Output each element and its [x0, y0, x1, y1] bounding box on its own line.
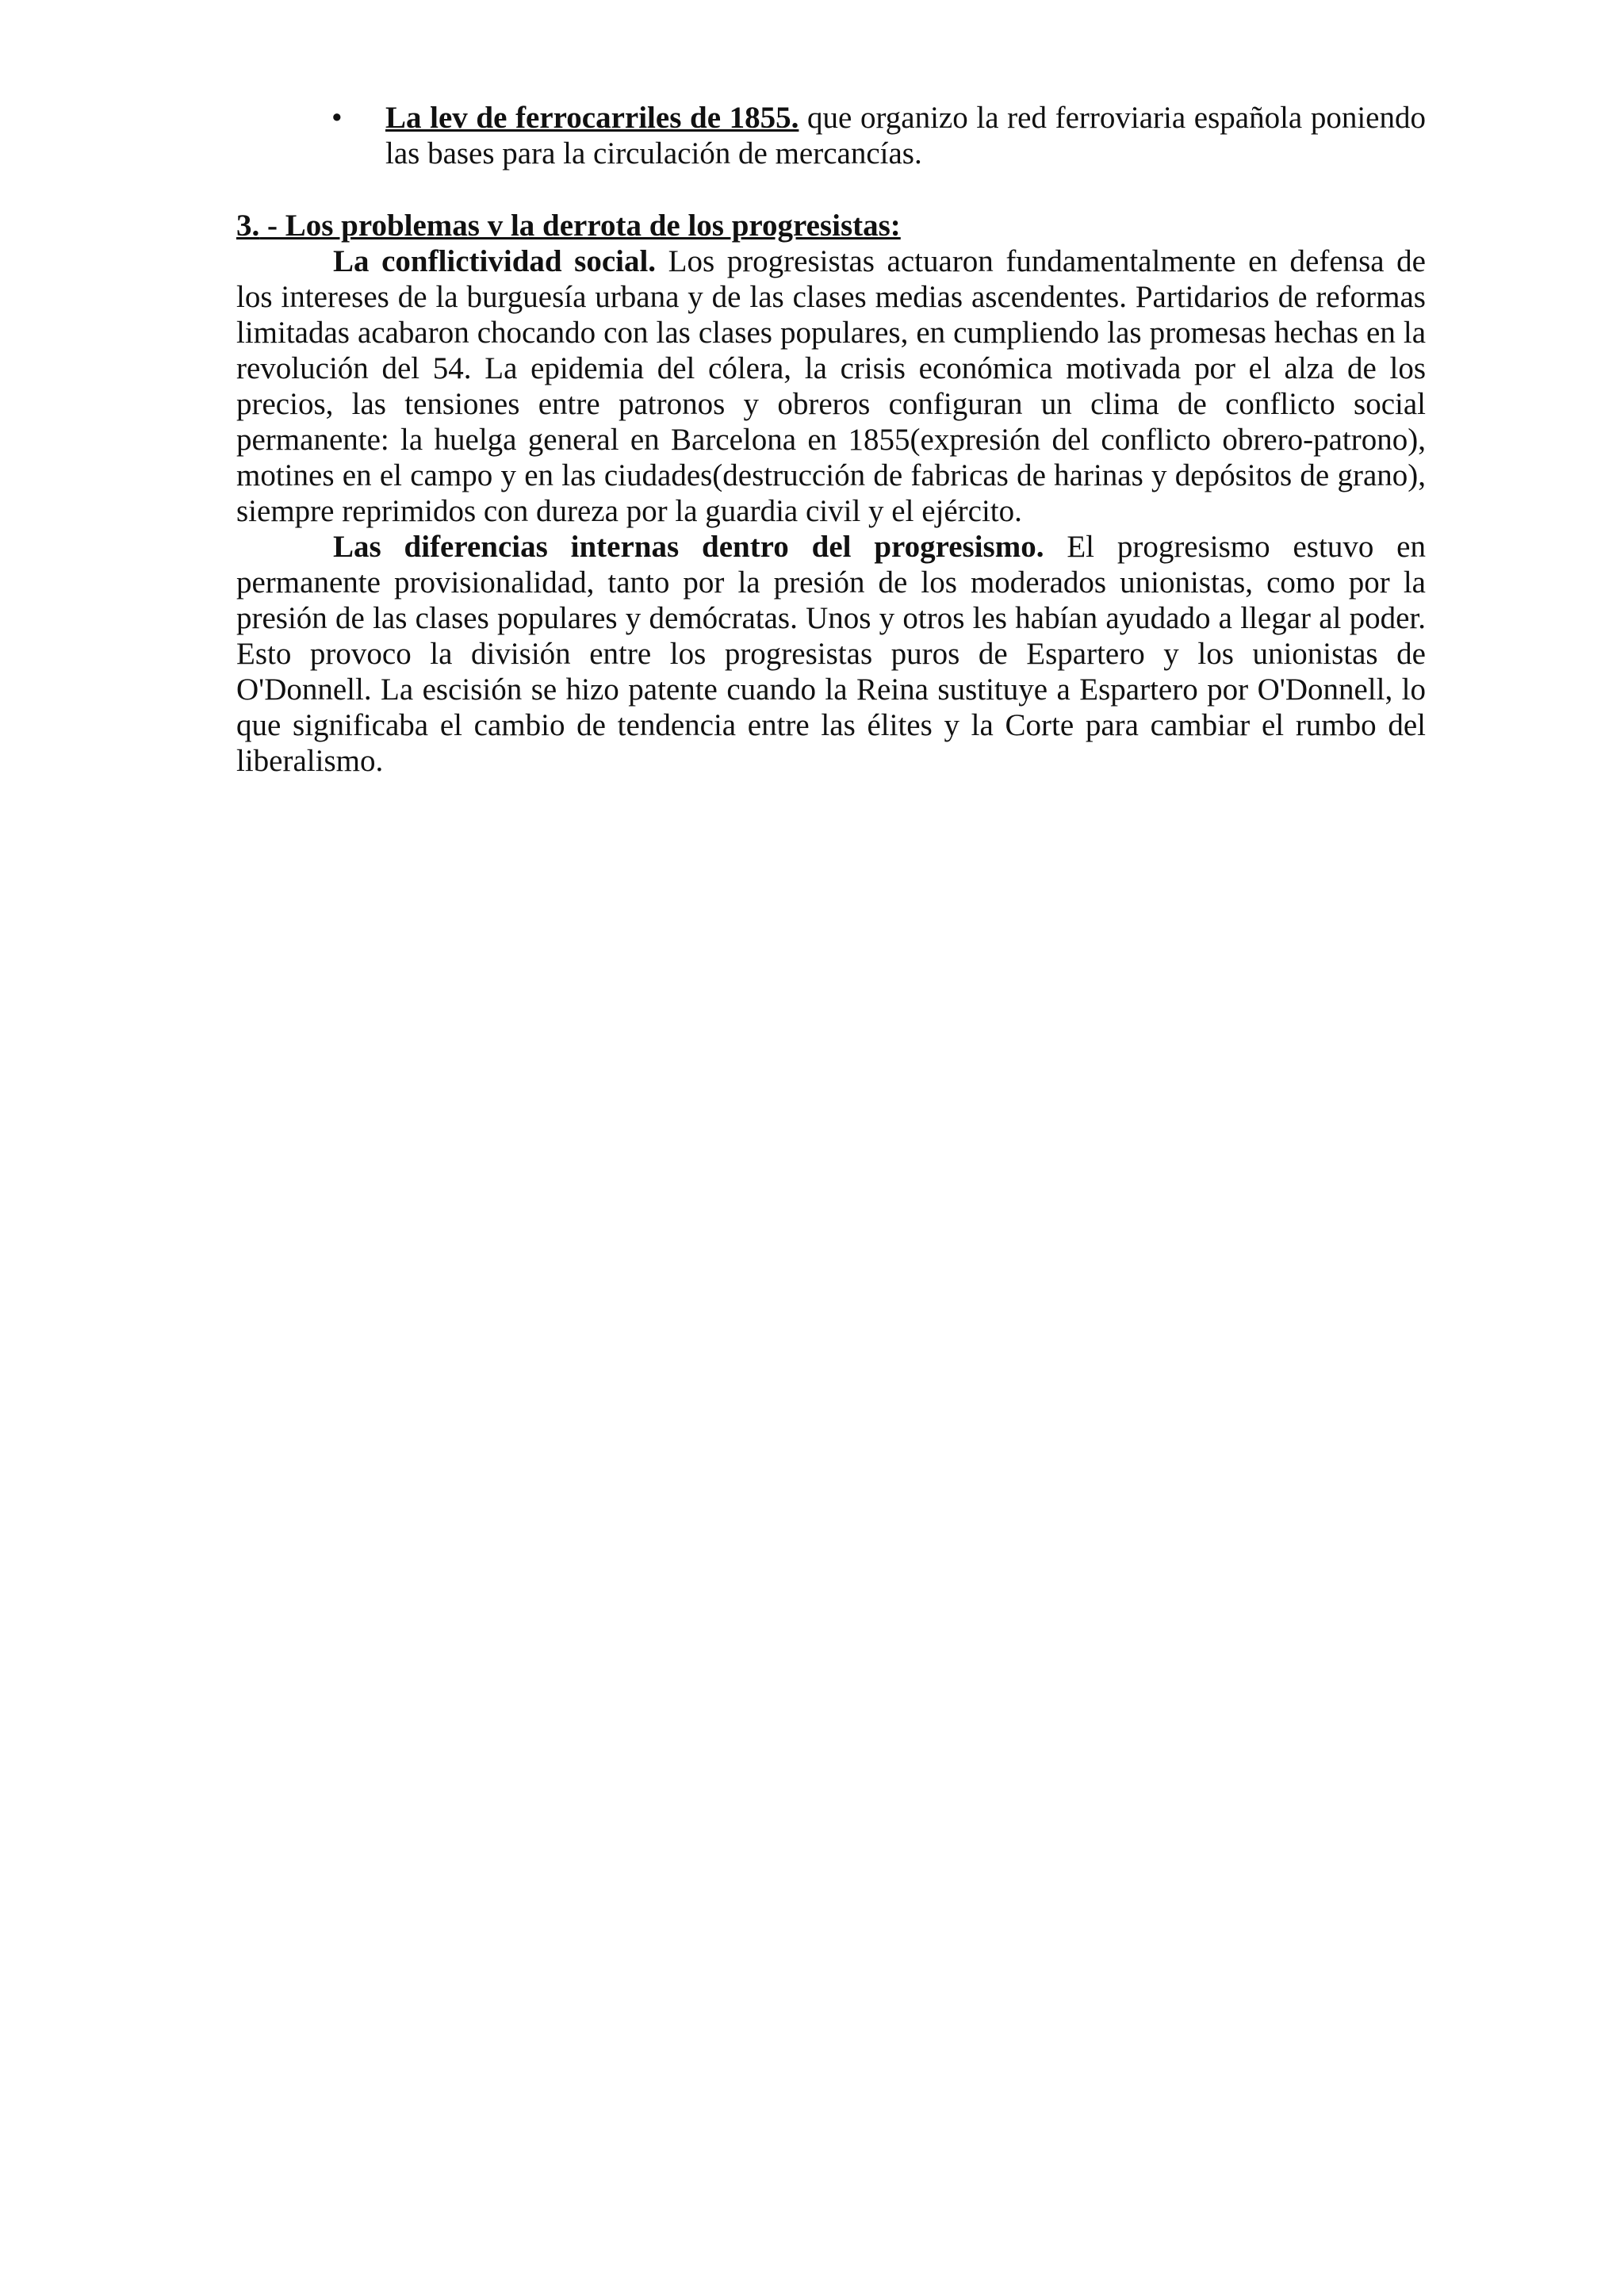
paragraph-diferencias: [236, 529, 1426, 779]
paragraph-body: El progresismo estuvo en permanente provisionalidad, tanto por la presión de los moderados unionistas, como por la presión de las clases populares y demócratas. Unos y otros les habían ayudado a llegar al poder. Esto provoco la división entre los progresistas puros de Espartero y los unionistas de O'Donnell. La escisión se hizo patente cuando la Reina sustituye a Espartero por O'Donnell, lo que significaba el cambio de tendencia entre las élites y la Corte para cambiar el rumbo del liberalismo.: [236, 530, 1426, 778]
bullet-text: [385, 100, 1426, 171]
section-3: [236, 208, 1426, 779]
bullet-body: que organizo la red ferroviaria española poniendo las bases para la circulación de mercancías.: [385, 101, 1426, 170]
bullet-item: [331, 100, 1426, 171]
bullet-title: La lev de ferrocarriles de 1855.: [385, 101, 799, 135]
section-heading: [236, 208, 1426, 243]
bullet-symbol: •: [331, 101, 343, 135]
paragraph-body: Los progresistas actuaron fundamentalmente en defensa de los intereses de la burguesía urbana y de las clases medias ascendentes. Partidarios de reformas limitadas acabaron chocando con las clases populares, en cumpliendo las promesas hechas en la revolución del 54. La epidemia del cólera, la crisis económica motivada por el alza de los precios, las tensiones entre patronos y obreros configuran un clima de conflicto social permanente: la huelga general en Barcelona en 1855(expresión del conflicto obrero-patrono), motines en el campo y en las ciudades(destrucción de fabricas de harinas y depósitos de grano), siempre reprimidos con dureza por la guardia civil y el ejército.: [236, 244, 1426, 528]
section-title: - Los problemas v la derrota de los progresistas:: [259, 209, 901, 243]
section-number: 3.: [236, 209, 260, 243]
paragraph-title: Las diferencias internas dentro del progresismo.: [333, 530, 1044, 564]
paragraph-title: La conflictividad social.: [333, 244, 657, 278]
paragraph-conflictividad: [236, 243, 1426, 529]
